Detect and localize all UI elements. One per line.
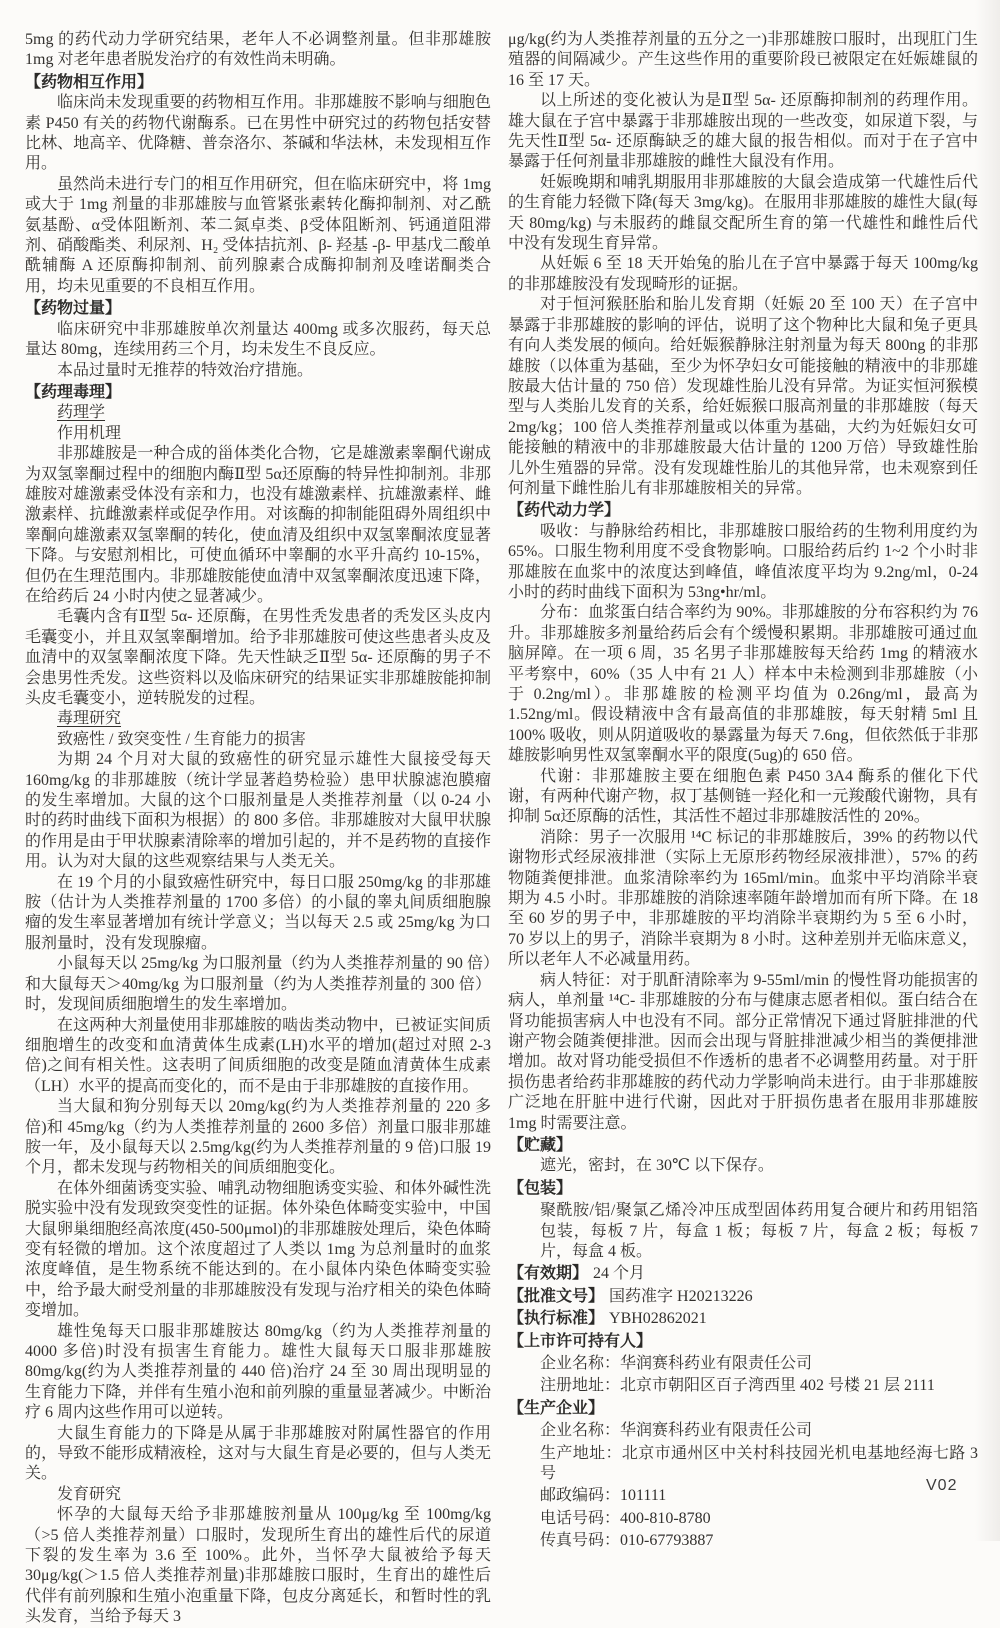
paragraph-continuation: 5mg 的药代动力学研究结果，老年人不必调整剂量。但非那雄胺 1mg 对老年患者脱发治疗的有效性尚未明确。 (25, 31, 491, 69)
field-line (508, 1287, 978, 1307)
paragraph: 遮光，密封，在 30℃ 以下保存。 (540, 1157, 774, 1175)
info-line: 生产地址：北京市通州区中关村科技园光机电基地经海七路 3 号 (540, 1444, 978, 1483)
paragraph: 怀孕的大鼠每天给予非那雄胺剂量从 100μg/kg 至 100mg/kg（>5 倍人类推荐剂量）口服时，发现所生育出的雄性后代的尿道下裂的发生率为 3.6 至 100%。此外，当怀孕大鼠被给予每天 30μg/kg(＞1.5 倍人类推荐剂量)非那雄胺口服时，生育出的雄性后代伴有前列腺和生殖小泡重量下降，包皮分离延长，和暂时性的乳头发育，当给予每天 3 (25, 1506, 491, 1626)
section-heading: 【贮藏】 (508, 1136, 573, 1154)
section-heading: 【包装】 (508, 1179, 573, 1197)
info-line: 注册地址：北京市朝阳区百子湾西里 402 号楼 21 层 2111 (540, 1377, 935, 1395)
subsection-heading: 发育研究 (57, 1485, 122, 1503)
info-line: 企业名称：华润赛科药业有限责任公司 (540, 1355, 813, 1372)
right-column (508, 30, 978, 1552)
paragraph: 雄性兔每天口服非那雄胺达 80mg/kg（约为人类推荐剂量的 4000 多倍)时没有损害生育能力。雄性大鼠每天口服非那雄胺 80mg/kg(约为人类推荐剂量的 440 倍)治疗 24 至 30 周出现明显的生育能力下降，并伴有生殖小泡和前列腺的重量显著减少。中断治疗 6 周内这些作用可以逆转。 (25, 1322, 491, 1422)
field-label: 【批准文号】 (508, 1287, 605, 1305)
paragraph: 为期 24 个月对大鼠的致癌性的研究显示雄性大鼠接受每天 160mg/kg 的非那雄胺（统计学显著趋势检验）患甲状腺滤泡膜瘤的发生率增加。大鼠的这个口服剂量是人类推荐剂量（以 0-24 小时的药时曲线下面积为根据）的 800 多倍。非那雄胺对大鼠甲状腺的作用是由于甲状腺素清除率的增加引起的，并不是药物的直接作用。认为对大鼠的这些观察结果与人类无关。 (25, 751, 491, 871)
paragraph: 本品过量时无推荐的特效治疗措施。 (57, 361, 314, 379)
field-label: 【执行标准】 (508, 1310, 605, 1328)
paragraph: 大鼠生育能力的下降是从属于非那雄胺对附属性器官的作用的，导致不能形成精液栓，这对与大鼠生育是必要的，但与人类无关。 (25, 1424, 491, 1483)
paragraph: 在体外细菌诱变实验、哺乳动物细胞诱变实验、和体外碱性洗脱实验中没有发现致突变性的证据。体外染色体畸变实验中，中国大鼠卵巢细胞经高浓度(450-500μmol)的非那雄胺处理后，染色体畸变有轻微的增加。这个浓度超过了人类以 1mg 为总剂量时的血浆浓度峰值，是生物系统不能达到的。在小鼠体内染色体畸变实验中，给予最大耐受剂量的非那雄胺没有发现与治疗相关的染色体畸变增加。 (25, 1179, 491, 1320)
paragraph: 虽然尚未进行专门的相互作用研究，但在临床研究中，将 1mg 或大于 1mg 剂量的非那雄胺与血管紧张素转化酶抑制剂、对乙酰氨基酚、α受体阻断剂、苯二氮卓类、β受体阻断剂、钙通道阻滞剂、硝酸酯类、利尿剂、H₂ 受体拮抗剂、β- 羟基 -β- 甲基戊二酸单酰辅酶 A 还原酶抑制剂、前列腺素合成酶抑制剂及喹诺酮类合用，均未见重要的不良相互作用。 (25, 175, 491, 295)
paragraph: 代谢：非那雄胺主要在细胞色素 P450 3A4 酶系的催化下代谢，有两种代谢产物，叔丁基侧链一羟化和一元羧酸代谢物，具有抑制 5α还原酶的活性，其活性不超过非那雄胺活性的 20%。 (508, 767, 978, 826)
section-heading: 【药物相互作用】 (25, 73, 154, 91)
paragraph: 消除：男子一次服用 ¹⁴C 标记的非那雄胺后，39% 的药物以代谢物形式经尿液排泄（实际上无原形药物经尿液排泄），57% 的药物随粪便排泄。血浆清除率约为 165ml/min。血浆中平均消除半衰期为 4.5 小时。非那雄胺的消除速率随年龄增加而有所下降。在 18 至 60 岁的男子中，非那雄胺的平均消除半衰期约为 5 至 6 小时，70 岁以上的男子，消除半衰期为 8 小时。这种差别并无临床意义，所以老年人不必减量用药。 (508, 828, 978, 969)
paragraph: 分布：血浆蛋白结合率约为 90%。非那雄胺的分布容积约为 76 升。非那雄胺多剂量给药后会有个缓慢积累期。非那雄胺可通过血脑屏障。在一项 6 周，35 名男子非那雄胺每天给药 1mg 的精液水平考察中，60%（35 人中有 21 人）样本中未检测到非那雄胺（小于 0.2ng/ml）。非那雄胺的检测平均值为 0.26ng/ml，最高为 1.52ng/ml。假设精液中含有最高值的非那雄胺，每天射精 5ml 且 100% 吸收，则从阴道吸收的暴露量为每天 7.6ng，但依然低于非那雄胺影响男性双氢睾酮水平的限度(5ug)的 650 倍。 (508, 604, 978, 765)
field-line (508, 1264, 978, 1284)
field-line (508, 1309, 978, 1329)
left-column (25, 30, 491, 1628)
field-value: YBH02862021 (609, 1310, 707, 1328)
paragraph: 临床研究中非那雄胺单次剂量达 400mg 或多次服药，每天总量达 80mg，连续用药三个月，均未发生不良反应。 (25, 320, 491, 359)
paragraph-continuation: μg/kg(约为人类推荐剂量的五分之一)非那雄胺口服时，出现肛门生殖器的间隔减少。产生这些作用的重要阶段已被限定在妊娠雄鼠的 16 至 17 天。 (508, 31, 978, 89)
paragraph: 临床尚未发现重要的药物相互作用。非那雄胺不影响与细胞色素 P450 有关的药物代谢酶系。已在男性中研究过的药物包括安替比林、地高辛、优降糖、普奈洛尔、茶碱和华法林，未发现相互作用。 (25, 94, 491, 173)
paragraph: 以上所述的变化被认为是Ⅱ型 5α- 还原酶抑制剂的药理作用。雄大鼠在子宫中暴露于非那雄胺出现的一些改变，如尿道下裂，与先天性Ⅱ型 5α- 还原酶缺乏的雄大鼠的报告相似。而对于在子宫中暴露于任何剂量非那雄胺的雌性大鼠没有作用。 (508, 92, 978, 171)
info-line: 聚酰胺/铝/聚氯乙烯冷冲压成型固体药用复合硬片和药用铝箔包装，每板 7 片，每盒 1 板；每板 7 片，每盒 2 板；每板 7 片，每盒 4 板。 (540, 1202, 978, 1260)
section-heading: 【药物过量】 (25, 300, 122, 318)
subsection-heading: 致癌性 / 致突变性 / 生育能力的损害 (57, 730, 306, 748)
paragraph: 从妊娠 6 至 18 天开始兔的胎儿在子宫中暴露于每天 100mg/kg 的非那雄胺没有发现畸形的证据。 (508, 255, 978, 293)
subsection-heading-underlined (25, 709, 491, 729)
info-line: 邮政编码：101111 (540, 1487, 667, 1505)
field-value: 国药准字 H20213226 (609, 1287, 753, 1305)
section-heading: 【上市许可持有人】 (508, 1332, 653, 1350)
paragraph: 非那雄胺是一种合成的甾体类化合物，它是雄激素睾酮代谢成为双氢睾酮过程中的细胞内酶Ⅱ型 5α还原酶的特异性抑制剂。非那雄胺对雄激素受体没有亲和力，也没有雄激素样、抗雄激素样、雌激素样、抗雌激素样或促孕作用。对该酶的抑制能阻碍外周组织中睾酮向雄激素双氢睾酮的转化，使血清及组织中双氢睾酮浓度显著下降。与安慰剂相比，可使血循环中睾酮的水平升高约 10-15%，但仍在生理范围内。非那雄胺能使血清中双氢睾酮浓度迅速下降，在给药后 24 小时内使之显著减少。 (25, 445, 491, 605)
section-heading: 【药代动力学】 (508, 502, 621, 520)
info-line: 电话号码：400-810-8780 (540, 1509, 711, 1527)
subsection-heading-underlined (25, 403, 491, 423)
page-version-code: V02 (926, 1477, 958, 1494)
info-line: 企业名称：华润赛科药业有限责任公司 (540, 1422, 813, 1440)
field-value: 24 个月 (593, 1265, 646, 1283)
paragraph: 小鼠每天以 25mg/kg 为口服剂量（约为人类推荐剂量的 90 倍）和大鼠每天＞40mg/kg 为口服剂量（约为人类推荐剂量的 300 倍）时，发现间质细胞增生的发生率增加。 (25, 955, 491, 1014)
paragraph: 病人特征：对于肌酐清除率为 9-55ml/min 的慢性肾功能损害的病人，单剂量 ¹⁴C- 非那雄胺的分布与健康志愿者相似。蛋白结合在肾功能损害病人中也没有不同。部分正常情况下通过肾脏排泄的代谢产物会随粪便排泄。因而会出现与肾脏排泄减少相当的粪便排泄增加。故对肾功能受损但不作透析的患者不必调整用药量。对于肝损伤患者给药非那雄胺的药代动力学影响尚未进行。由于非那雄胺广泛地在肝脏中进行代谢，因此对于肝损伤患者在服用非那雄胺 1mg 时需要注意。 (508, 971, 978, 1132)
paragraph: 对于恒河猴胚胎和胎儿发育期（妊娠 20 至 100 天）在子宫中暴露于非那雄胺的影响的评估，说明了这个物种比大鼠和兔子更具有向人类发展的倾向。给妊娠猴静脉注射剂量为每天 800ng 的非那雄胺（以体重为基础，至少为怀孕妇女可能接触的精液中的非那雄胺最大估计量的 750 倍）发现雄性胎儿没有异常。为证实恒河猴模型与人类胎儿发育的关系，给妊娠猴口服高剂量的非那雄胺（每天 2mg/kg；100 倍人类推荐剂量或以体重为基础，大约为妊娠妇女可能接触的精液中的非那雄胺最大估计量的 1200 万倍）导致雄性胎儿外生殖器的异常。没有发现雄性胎儿的其他异常，也未观察到任何剂量下雌性胎儿有非那雄胺相关的异常。 (508, 296, 978, 497)
paragraph: 吸收：与静脉给药相比，非那雄胺口服给药的生物利用度约为 65%。口服生物利用度不受食物影响。口服给药后约 1~2 个小时非那雄胺在血浆中的浓度达到峰值，峰值浓度平均为 9.2ng/ml，0-24 小时的药时曲线下面积为 53ng•hr/ml。 (508, 522, 978, 601)
paragraph: 妊娠晚期和哺乳期服用非那雄胺的大鼠会造成第一代雄性后代的生育能力轻微下降(每天 3mg/kg)。在服用非那雄胺的雄性大鼠(每天 80mg/kg) 与未服药的雌鼠交配所生育的第一代雄性和雌性后代中没有发现生育异常。 (508, 173, 978, 253)
paragraph: 毛囊内含有Ⅱ型 5α- 还原酶，在男性秃发患者的秃发区头皮内毛囊变小，并且双氢睾酮增加。给予非那雄胺可使这些患者头皮及血清中的双氢睾酮浓度下降。先天性缺乏Ⅱ型 5α- 还原酶的男子不会患男性秃发。这些资料以及临床研究的结果证实非那雄胺能抑制头皮毛囊变小，逆转脱发的过程。 (25, 608, 491, 707)
subsection-heading-text: 药理学 (57, 404, 106, 422)
info-line: 传真号码：010-67793887 (540, 1532, 714, 1550)
paragraph: 在 19 个月的小鼠致癌性研究中，每日口服 250mg/kg 的非那雄胺（估计为人类推荐剂量的 1700 多倍）的小鼠的睾丸间质细胞腺瘤的发生率显著增加有统计学意义；当以每天 2.5 或 25mg/kg 为口服剂量时，没有发现腺瘤。 (25, 873, 491, 952)
section-heading: 【药理毒理】 (25, 383, 122, 401)
paragraph: 当大鼠和狗分别每天以 20mg/kg(约为人类推荐剂量的 220 多倍)和 45mg/kg（约为人类推荐剂量的 2600 多倍）剂量口服非那雄胺一年，及小鼠每天以 2.5mg/kg(约为人类推荐剂量的 9 倍)口服 19 个月，都未发现与药物相关的间质细胞变化。 (25, 1098, 491, 1177)
paragraph: 在这两种大剂量使用非那雄胺的啮齿类动物中，已被证实间质细胞增生的改变和血清黄体生成素(LH)水平的增加(超过对照 2-3 倍)之间有相关性。这表明了间质细胞的改变是随血清黄体生成素（LH）水平的提高而变化的，而不是由于非那雄胺的直接作用。 (25, 1016, 491, 1095)
field-label: 【有效期】 (508, 1265, 589, 1283)
subsection-heading-text: 毒理研究 (57, 710, 122, 728)
subsection-heading: 作用机理 (57, 424, 122, 442)
section-heading: 【生产企业】 (508, 1399, 605, 1417)
